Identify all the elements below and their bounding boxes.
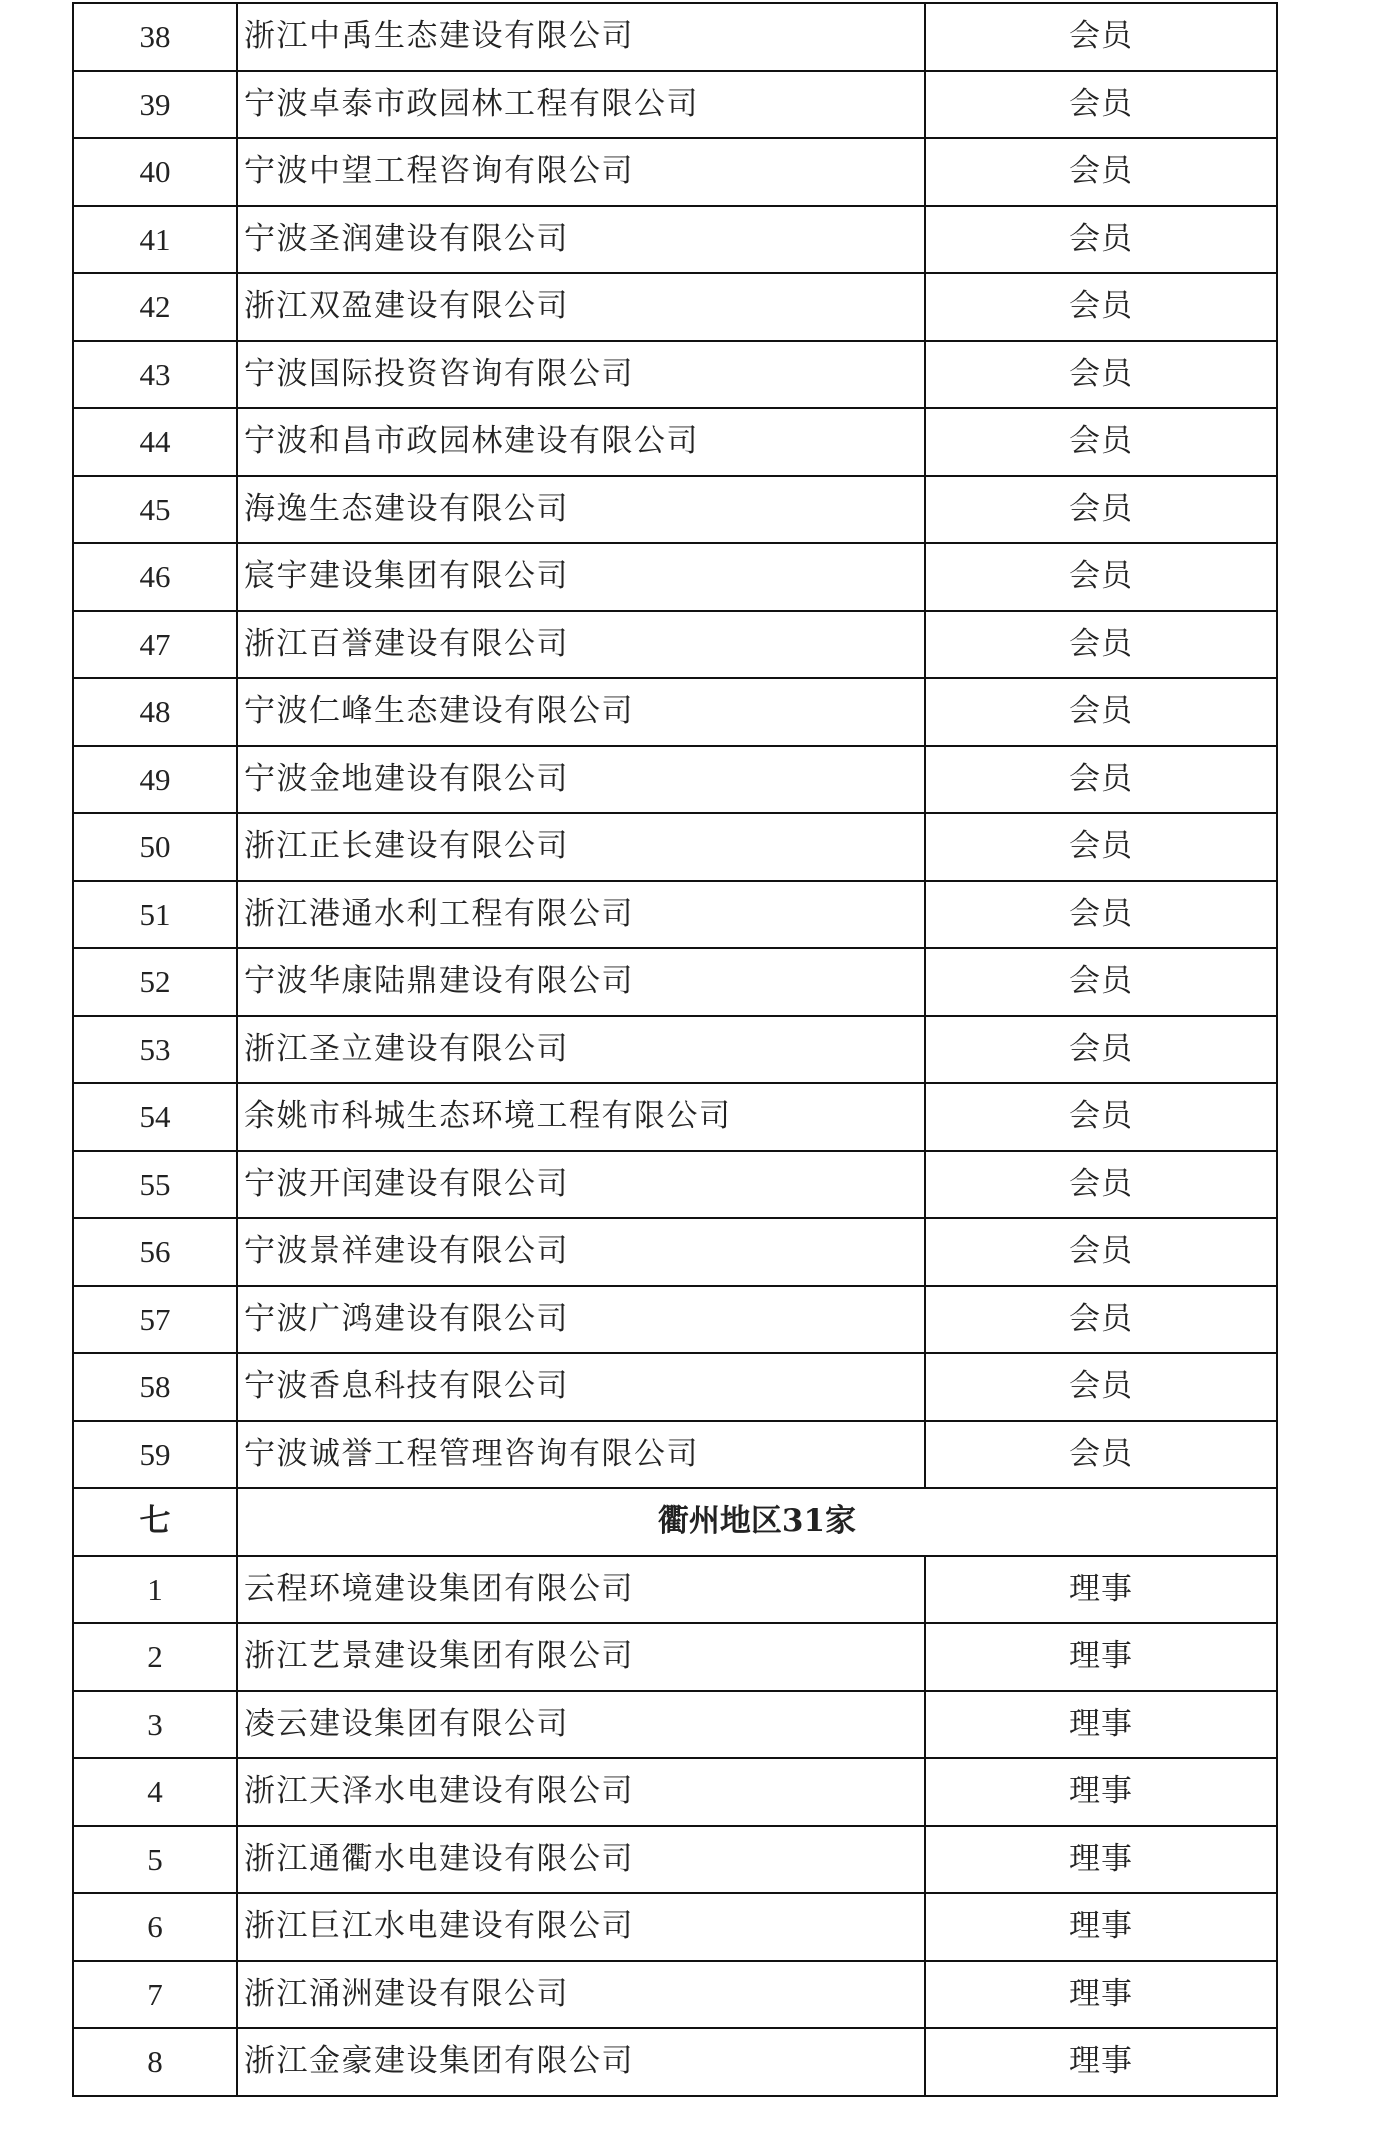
company-name: 浙江百誉建设有限公司 — [237, 611, 925, 679]
company-name: 浙江巨江水电建设有限公司 — [237, 1893, 925, 1961]
member-role: 会员 — [925, 1353, 1277, 1421]
company-name: 宁波金地建设有限公司 — [237, 746, 925, 814]
row-number: 6 — [73, 1893, 237, 1961]
row-number: 40 — [73, 138, 237, 206]
company-name: 余姚市科城生态环境工程有限公司 — [237, 1083, 925, 1151]
row-number: 58 — [73, 1353, 237, 1421]
table-row — [73, 138, 1277, 206]
company-name: 宁波和昌市政园林建设有限公司 — [237, 408, 925, 476]
row-number: 39 — [73, 71, 237, 139]
member-role: 会员 — [925, 273, 1277, 341]
company-name: 宁波景祥建设有限公司 — [237, 1218, 925, 1286]
company-name: 宁波中望工程咨询有限公司 — [237, 138, 925, 206]
member-role: 会员 — [925, 1151, 1277, 1219]
table-row — [73, 1421, 1277, 1489]
row-number: 43 — [73, 341, 237, 409]
row-number: 59 — [73, 1421, 237, 1489]
company-name: 宁波国际投资咨询有限公司 — [237, 341, 925, 409]
table-row — [73, 1016, 1277, 1084]
table-row — [73, 1961, 1277, 2029]
member-role: 会员 — [925, 1421, 1277, 1489]
company-name: 宁波诚誉工程管理咨询有限公司 — [237, 1421, 925, 1489]
company-name: 浙江港通水利工程有限公司 — [237, 881, 925, 949]
row-number: 5 — [73, 1826, 237, 1894]
member-role: 会员 — [925, 71, 1277, 139]
member-role: 会员 — [925, 1218, 1277, 1286]
company-name: 宁波仁峰生态建设有限公司 — [237, 678, 925, 746]
company-name: 宁波香息科技有限公司 — [237, 1353, 925, 1421]
table-row — [73, 273, 1277, 341]
row-number: 50 — [73, 813, 237, 881]
row-number: 44 — [73, 408, 237, 476]
company-name: 浙江艺景建设集团有限公司 — [237, 1623, 925, 1691]
row-number: 4 — [73, 1758, 237, 1826]
row-number: 54 — [73, 1083, 237, 1151]
member-role: 会员 — [925, 678, 1277, 746]
row-number: 3 — [73, 1691, 237, 1759]
row-number: 38 — [73, 3, 237, 71]
company-name: 凌云建设集团有限公司 — [237, 1691, 925, 1759]
table-row — [73, 1758, 1277, 1826]
member-role: 会员 — [925, 408, 1277, 476]
member-role: 会员 — [925, 1016, 1277, 1084]
table-row — [73, 813, 1277, 881]
row-number: 45 — [73, 476, 237, 544]
company-name: 宁波开闰建设有限公司 — [237, 1151, 925, 1219]
company-name: 宸宇建设集团有限公司 — [237, 543, 925, 611]
table-row — [73, 341, 1277, 409]
company-name: 浙江双盈建设有限公司 — [237, 273, 925, 341]
table-row — [73, 1286, 1277, 1354]
table-row — [73, 1623, 1277, 1691]
member-role: 理事 — [925, 2028, 1277, 2096]
row-number: 49 — [73, 746, 237, 814]
member-role: 理事 — [925, 1758, 1277, 1826]
company-name: 浙江正长建设有限公司 — [237, 813, 925, 881]
table-row — [73, 1151, 1277, 1219]
table-row — [73, 881, 1277, 949]
section-title: 衢州地区31家 — [237, 1488, 1277, 1556]
member-role: 会员 — [925, 206, 1277, 274]
row-number: 52 — [73, 948, 237, 1016]
row-number: 47 — [73, 611, 237, 679]
table-row — [73, 2028, 1277, 2096]
company-name: 浙江天泽水电建设有限公司 — [237, 1758, 925, 1826]
member-role: 会员 — [925, 1286, 1277, 1354]
member-role: 会员 — [925, 881, 1277, 949]
row-number: 1 — [73, 1556, 237, 1624]
section-header-row — [73, 1488, 1277, 1556]
company-name: 海逸生态建设有限公司 — [237, 476, 925, 544]
company-name: 浙江涌洲建设有限公司 — [237, 1961, 925, 2029]
table-row — [73, 3, 1277, 71]
table-row — [73, 1826, 1277, 1894]
company-name: 宁波卓泰市政园林工程有限公司 — [237, 71, 925, 139]
member-role: 会员 — [925, 476, 1277, 544]
table-row — [73, 611, 1277, 679]
member-role: 理事 — [925, 1961, 1277, 2029]
member-role: 会员 — [925, 611, 1277, 679]
row-number: 51 — [73, 881, 237, 949]
company-name: 浙江通衢水电建设有限公司 — [237, 1826, 925, 1894]
row-number: 7 — [73, 1961, 237, 2029]
table-row — [73, 1691, 1277, 1759]
member-table-body — [73, 3, 1277, 2096]
company-name: 浙江金豪建设集团有限公司 — [237, 2028, 925, 2096]
member-role: 会员 — [925, 746, 1277, 814]
row-number: 2 — [73, 1623, 237, 1691]
row-number: 46 — [73, 543, 237, 611]
table-row — [73, 1556, 1277, 1624]
row-number: 8 — [73, 2028, 237, 2096]
member-role: 理事 — [925, 1691, 1277, 1759]
row-number: 53 — [73, 1016, 237, 1084]
section-number: 七 — [73, 1488, 237, 1556]
row-number: 56 — [73, 1218, 237, 1286]
member-role: 会员 — [925, 543, 1277, 611]
member-role: 会员 — [925, 341, 1277, 409]
table-row — [73, 1893, 1277, 1961]
row-number: 57 — [73, 1286, 237, 1354]
company-name: 云程环境建设集团有限公司 — [237, 1556, 925, 1624]
table-row — [73, 476, 1277, 544]
table-row — [73, 948, 1277, 1016]
row-number: 42 — [73, 273, 237, 341]
member-role: 会员 — [925, 3, 1277, 71]
table-row — [73, 206, 1277, 274]
table-row — [73, 1353, 1277, 1421]
row-number: 48 — [73, 678, 237, 746]
row-number: 55 — [73, 1151, 237, 1219]
table-row — [73, 408, 1277, 476]
company-name: 宁波华康陆鼎建设有限公司 — [237, 948, 925, 1016]
company-name: 浙江中禹生态建设有限公司 — [237, 3, 925, 71]
table-row — [73, 71, 1277, 139]
company-name: 宁波广鸿建设有限公司 — [237, 1286, 925, 1354]
member-role: 会员 — [925, 1083, 1277, 1151]
member-role: 理事 — [925, 1893, 1277, 1961]
table-row — [73, 678, 1277, 746]
member-role: 会员 — [925, 813, 1277, 881]
member-role: 理事 — [925, 1556, 1277, 1624]
member-role: 理事 — [925, 1623, 1277, 1691]
member-role: 会员 — [925, 948, 1277, 1016]
company-name: 宁波圣润建设有限公司 — [237, 206, 925, 274]
table-row — [73, 1083, 1277, 1151]
table-row — [73, 1218, 1277, 1286]
member-role: 会员 — [925, 138, 1277, 206]
row-number: 41 — [73, 206, 237, 274]
company-name: 浙江圣立建设有限公司 — [237, 1016, 925, 1084]
member-table — [72, 2, 1278, 2097]
table-row — [73, 746, 1277, 814]
table-row — [73, 543, 1277, 611]
member-role: 理事 — [925, 1826, 1277, 1894]
